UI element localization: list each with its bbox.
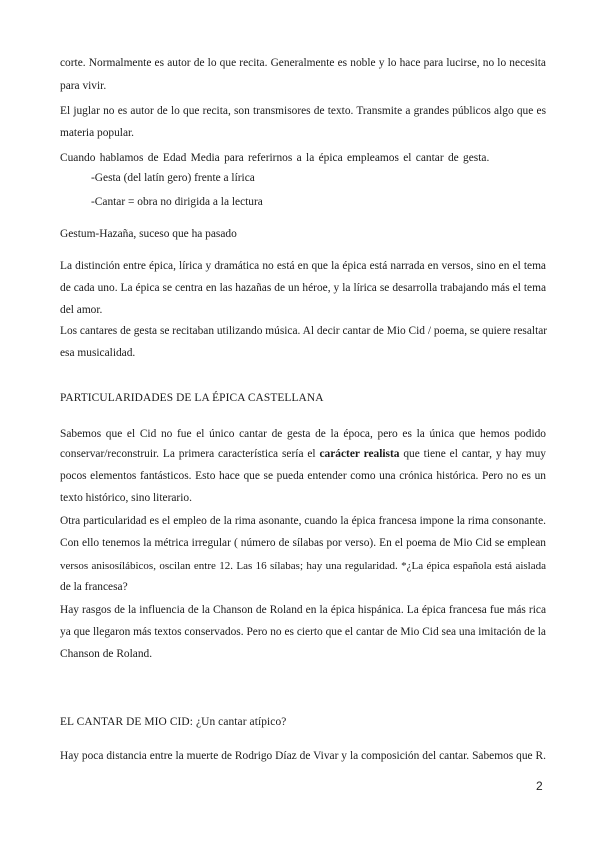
body-text-line: de cada uno. La épica se centra en las hazañas de un héroe, y la lírica se desarrolla trabajando más el tema — [60, 282, 546, 294]
body-text-line: ya que llegaron más textos conservados. Pero no es cierto que el cantar de Mio Cid sea una imitación de la — [60, 626, 546, 638]
text-run: conservar/reconstruir. La primera característica sería el — [60, 448, 320, 460]
body-text-line: La distinción entre épica, lírica y dramática no está en que la épica está narrada en versos, sino en el tema — [60, 260, 546, 272]
body-text-line: pocos elementos fantásticos. Esto hace que se pueda entender como una crónica histórica. Pero no es un — [60, 470, 546, 482]
body-text-line: materia popular. — [60, 127, 135, 139]
section-heading: EL CANTAR DE MIO CID: ¿Un cantar atípico? — [60, 716, 287, 728]
body-text-line: para vivir. — [60, 80, 107, 92]
text-run: que tiene el cantar, y hay muy — [399, 448, 546, 460]
body-text-line: Hay rasgos de la influencia de la Chanson de Roland en la épica hispánica. La épica francesa fue más rica — [60, 604, 546, 616]
list-item: -Gesta (del latín gero) frente a lírica — [91, 172, 255, 184]
body-text-line: Chanson de Roland. — [60, 648, 153, 660]
page-number: 2 — [536, 779, 543, 793]
body-text-line: texto histórico, sino literario. — [60, 492, 192, 504]
body-text-line: de la francesa? — [60, 581, 128, 593]
body-text-line: corte. Normalmente es autor de lo que recita. Generalmente es noble y lo hace para lucirse, no lo necesita — [60, 57, 546, 69]
body-text-line: Hay poca distancia entre la muerte de Rodrigo Díaz de Vivar y la composición del cantar. Sabemos que R. — [60, 750, 546, 762]
section-heading: PARTICULARIDADES DE LA ÉPICA CASTELLANA — [60, 392, 324, 404]
body-text-line: Gestum-Hazaña, suceso que ha pasado — [60, 228, 237, 240]
body-text-line: Cuando hablamos de Edad Media para referirnos a la épica empleamos el cantar de gesta. — [60, 152, 490, 164]
body-text-line: Con ello tenemos la métrica irregular ( número de sílabas por verso). En el poema de Mio Cid se emplean — [60, 537, 546, 549]
body-text-line — [60, 448, 546, 460]
body-text-line: Otra particularidad es el empleo de la rima asonante, cuando la épica francesa impone la rima consonante. — [60, 515, 546, 527]
body-text-line: versos anisosílábicos, oscilan entre 12. Las 16 sílabas; hay una regularidad. *¿La épica española está aislada — [60, 560, 546, 572]
body-text-line: Los cantares de gesta se recitaban utilizando música. Al decir cantar de Mio Cid / poema, se quiere resaltar — [60, 325, 548, 337]
body-text-line: del amor. — [60, 304, 103, 316]
body-text-line: El juglar no es autor de lo que recita, son transmisores de texto. Transmite a grandes públicos algo que es — [60, 105, 546, 117]
body-text-line: esa musicalidad. — [60, 347, 136, 359]
bold-phrase: carácter realista — [319, 448, 400, 460]
list-item: -Cantar = obra no dirigida a la lectura — [91, 196, 263, 208]
body-text-line: Sabemos que el Cid no fue el único cantar de gesta de la época, pero es la única que hemos podido — [60, 428, 546, 440]
